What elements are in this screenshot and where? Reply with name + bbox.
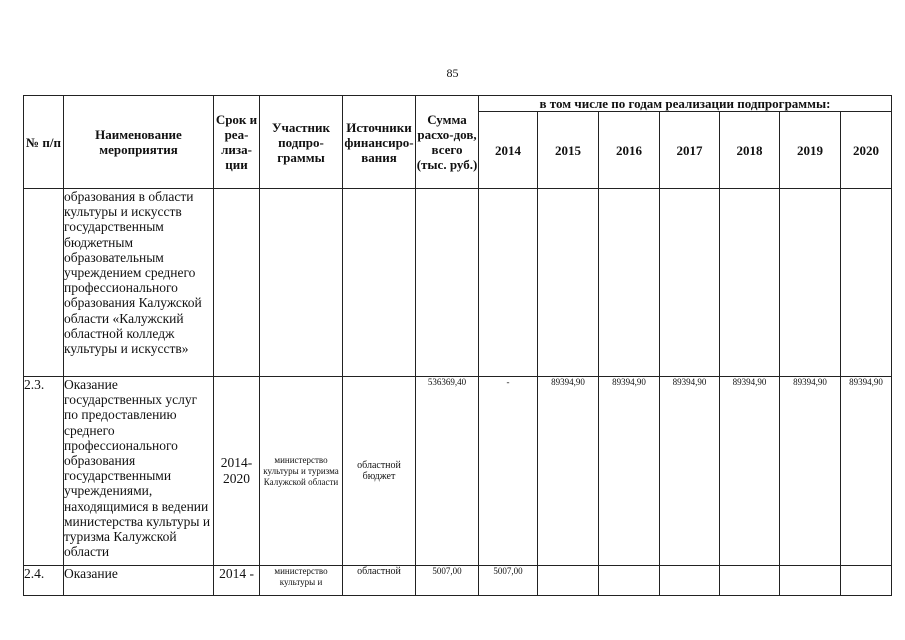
row-term: 2014-2020 <box>214 377 260 566</box>
header-term: Срок и реа-лиза-ции <box>214 96 260 189</box>
row-year-value <box>660 189 720 377</box>
row-source <box>343 189 416 377</box>
row-total: 5007,00 <box>416 566 479 596</box>
header-source: Источники финансиро-вания <box>343 96 416 189</box>
row-participant: министерство культуры и туризма Калужской области <box>260 377 343 566</box>
table-row <box>24 377 892 566</box>
row-year-value <box>599 566 660 596</box>
row-participant: министерство культуры и <box>260 566 343 596</box>
header-year: 2015 <box>538 112 599 189</box>
row-source: областной <box>343 566 416 596</box>
row-year-value <box>538 189 599 377</box>
row-year-value: 89394,90 <box>599 377 660 566</box>
row-year-value: 89394,90 <box>780 377 841 566</box>
header-participant: Участник подпро-граммы <box>260 96 343 189</box>
row-year-value <box>780 566 841 596</box>
row-year-value <box>841 189 892 377</box>
row-year-value <box>538 566 599 596</box>
row-year-value: 89394,90 <box>720 377 780 566</box>
row-name: Оказание государственных услуг по предоставлению среднего профессионального образования государственными учреждениями, находящимися в ведении министерства культуры и туризма Калужской области <box>64 377 214 566</box>
header-total: Сумма расхо-дов, всего (тыс. руб.) <box>416 96 479 189</box>
row-num: 2.3. <box>24 377 64 566</box>
row-year-value <box>599 189 660 377</box>
table-row <box>24 189 892 377</box>
row-source: областной бюджет <box>343 377 416 566</box>
header-year: 2020 <box>841 112 892 189</box>
header-name: Наименование мероприятия <box>64 96 214 189</box>
page-number: 85 <box>446 66 459 80</box>
header-year: 2019 <box>780 112 841 189</box>
row-term <box>214 189 260 377</box>
header-year: 2018 <box>720 112 780 189</box>
row-term: 2014 - <box>214 566 260 596</box>
row-participant <box>260 189 343 377</box>
row-year-value <box>780 189 841 377</box>
header-row-top <box>24 96 892 112</box>
header-year: 2014 <box>479 112 538 189</box>
row-year-value <box>841 566 892 596</box>
header-year: 2016 <box>599 112 660 189</box>
row-year-value: 89394,90 <box>660 377 720 566</box>
row-num <box>24 189 64 377</box>
budget-table <box>23 95 892 596</box>
table-row <box>24 566 892 596</box>
row-year-value <box>720 189 780 377</box>
header-year: 2017 <box>660 112 720 189</box>
header-years-group: в том числе по годам реализации подпрограммы: <box>479 96 892 112</box>
row-year-value <box>660 566 720 596</box>
row-year-value: - <box>479 377 538 566</box>
row-total <box>416 189 479 377</box>
row-total: 536369,40 <box>416 377 479 566</box>
row-name: Оказание <box>64 566 214 596</box>
row-year-value: 89394,90 <box>538 377 599 566</box>
row-year-value: 89394,90 <box>841 377 892 566</box>
header-num: № п/п <box>24 96 64 189</box>
row-year-value <box>479 189 538 377</box>
row-year-value <box>720 566 780 596</box>
row-year-value: 5007,00 <box>479 566 538 596</box>
row-num: 2.4. <box>24 566 64 596</box>
row-name: образования в области культуры и искусств государственным бюджетным образовательным учреждением среднего профессионального образования Калужской области «Калужский областной колледж культуры и искусств» <box>64 189 214 377</box>
